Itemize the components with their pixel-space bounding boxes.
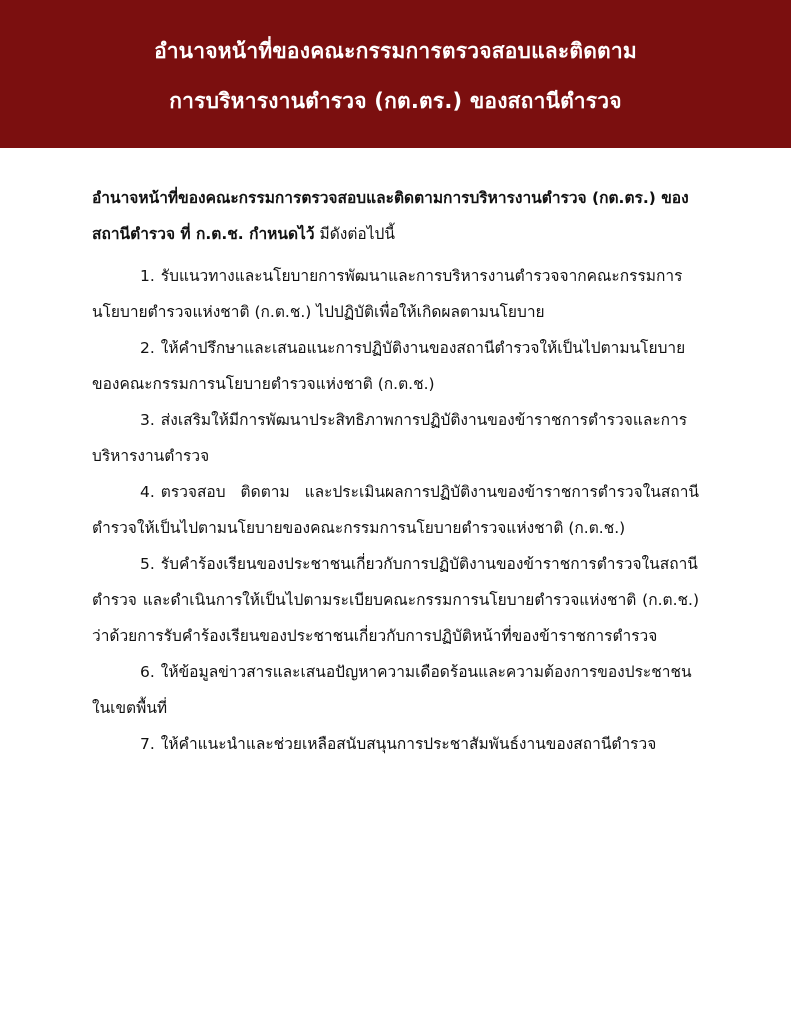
intro-normal-text: มีดังต่อไปนี้	[314, 225, 395, 243]
duty-item-3	[92, 402, 699, 474]
duty-item-6	[92, 654, 699, 726]
document-body	[0, 148, 791, 762]
duty-number: 3.	[140, 411, 155, 429]
duty-number: 5.	[140, 555, 155, 573]
duty-text: ให้ข้อมูลข่าวสารและเสนอปัญหาความเดือดร้อนและความต้องการของประชาชนในเขตพื้นที่	[92, 663, 692, 717]
duty-item-1	[92, 258, 699, 330]
duty-text: ให้คำแนะนำและช่วยเหลือสนับสนุนการประชาสัมพันธ์งานของสถานีตำรวจ	[160, 735, 657, 753]
intro-paragraph	[92, 180, 699, 252]
duty-text: ตรวจสอบ ติดตาม และประเมินผลการปฏิบัติงานของข้าราชการตำรวจในสถานีตำรวจให้เป็นไปตามนโยบายของคณะกรรมการนโยบายตำรวจแห่งชาติ (ก.ต.ช.)	[92, 483, 699, 537]
duty-number: 7.	[140, 735, 155, 753]
page-title-line-2: การบริหารงานตำรวจ (กต.ตร.) ของสถานีตำรวจ	[169, 89, 622, 113]
duty-item-5	[92, 546, 699, 654]
intro-bold-text: อำนาจหน้าที่ของคณะกรรมการตรวจสอบและติดตามการบริหารงานตำรวจ (กต.ตร.) ของสถานีตำรวจ ที่ ก.ต.ช. กำหนดไว้	[92, 189, 689, 243]
duty-text: ให้คำปรึกษาและเสนอแนะการปฏิบัติงานของสถานีตำรวจให้เป็นไปตามนโยบายของคณะกรรมการนโยบายตำรวจแห่งชาติ (ก.ต.ช.)	[92, 339, 686, 393]
duty-item-4	[92, 474, 699, 546]
duty-number: 2.	[140, 339, 155, 357]
duty-text: รับแนวทางและนโยบายการพัฒนาและการบริหารงานตำรวจจากคณะกรรมการนโยบายตำรวจแห่งชาติ (ก.ต.ช.) ไปปฏิบัติเพื่อให้เกิดผลตามนโยบาย	[92, 267, 683, 321]
title-banner	[0, 0, 791, 148]
page-title-line-1: อำนาจหน้าที่ของคณะกรรมการตรวจสอบและติดตาม	[154, 39, 637, 63]
duty-item-2	[92, 330, 699, 402]
duty-number: 6.	[140, 663, 155, 681]
duty-text: รับคำร้องเรียนของประชาชนเกี่ยวกับการปฏิบัติงานของข้าราชการตำรวจในสถานีตำรวจ และดำเนินการให้เป็นไปตามระเบียบคณะกรรมการนโยบายตำรวจแห่งชาติ (ก.ต.ช.) ว่าด้วยการรับคำร้องเรียนของประชาชนเกี่ยวกับการปฏิบัติหน้าที่ของข้าราชการตำรวจ	[92, 555, 699, 645]
duty-number: 4.	[140, 483, 155, 501]
duty-number: 1.	[140, 267, 155, 285]
duty-text: ส่งเสริมให้มีการพัฒนาประสิทธิภาพการปฏิบัติงานของข้าราชการตำรวจและการบริหารงานตำรวจ	[92, 411, 688, 465]
duty-item-7	[92, 726, 699, 762]
